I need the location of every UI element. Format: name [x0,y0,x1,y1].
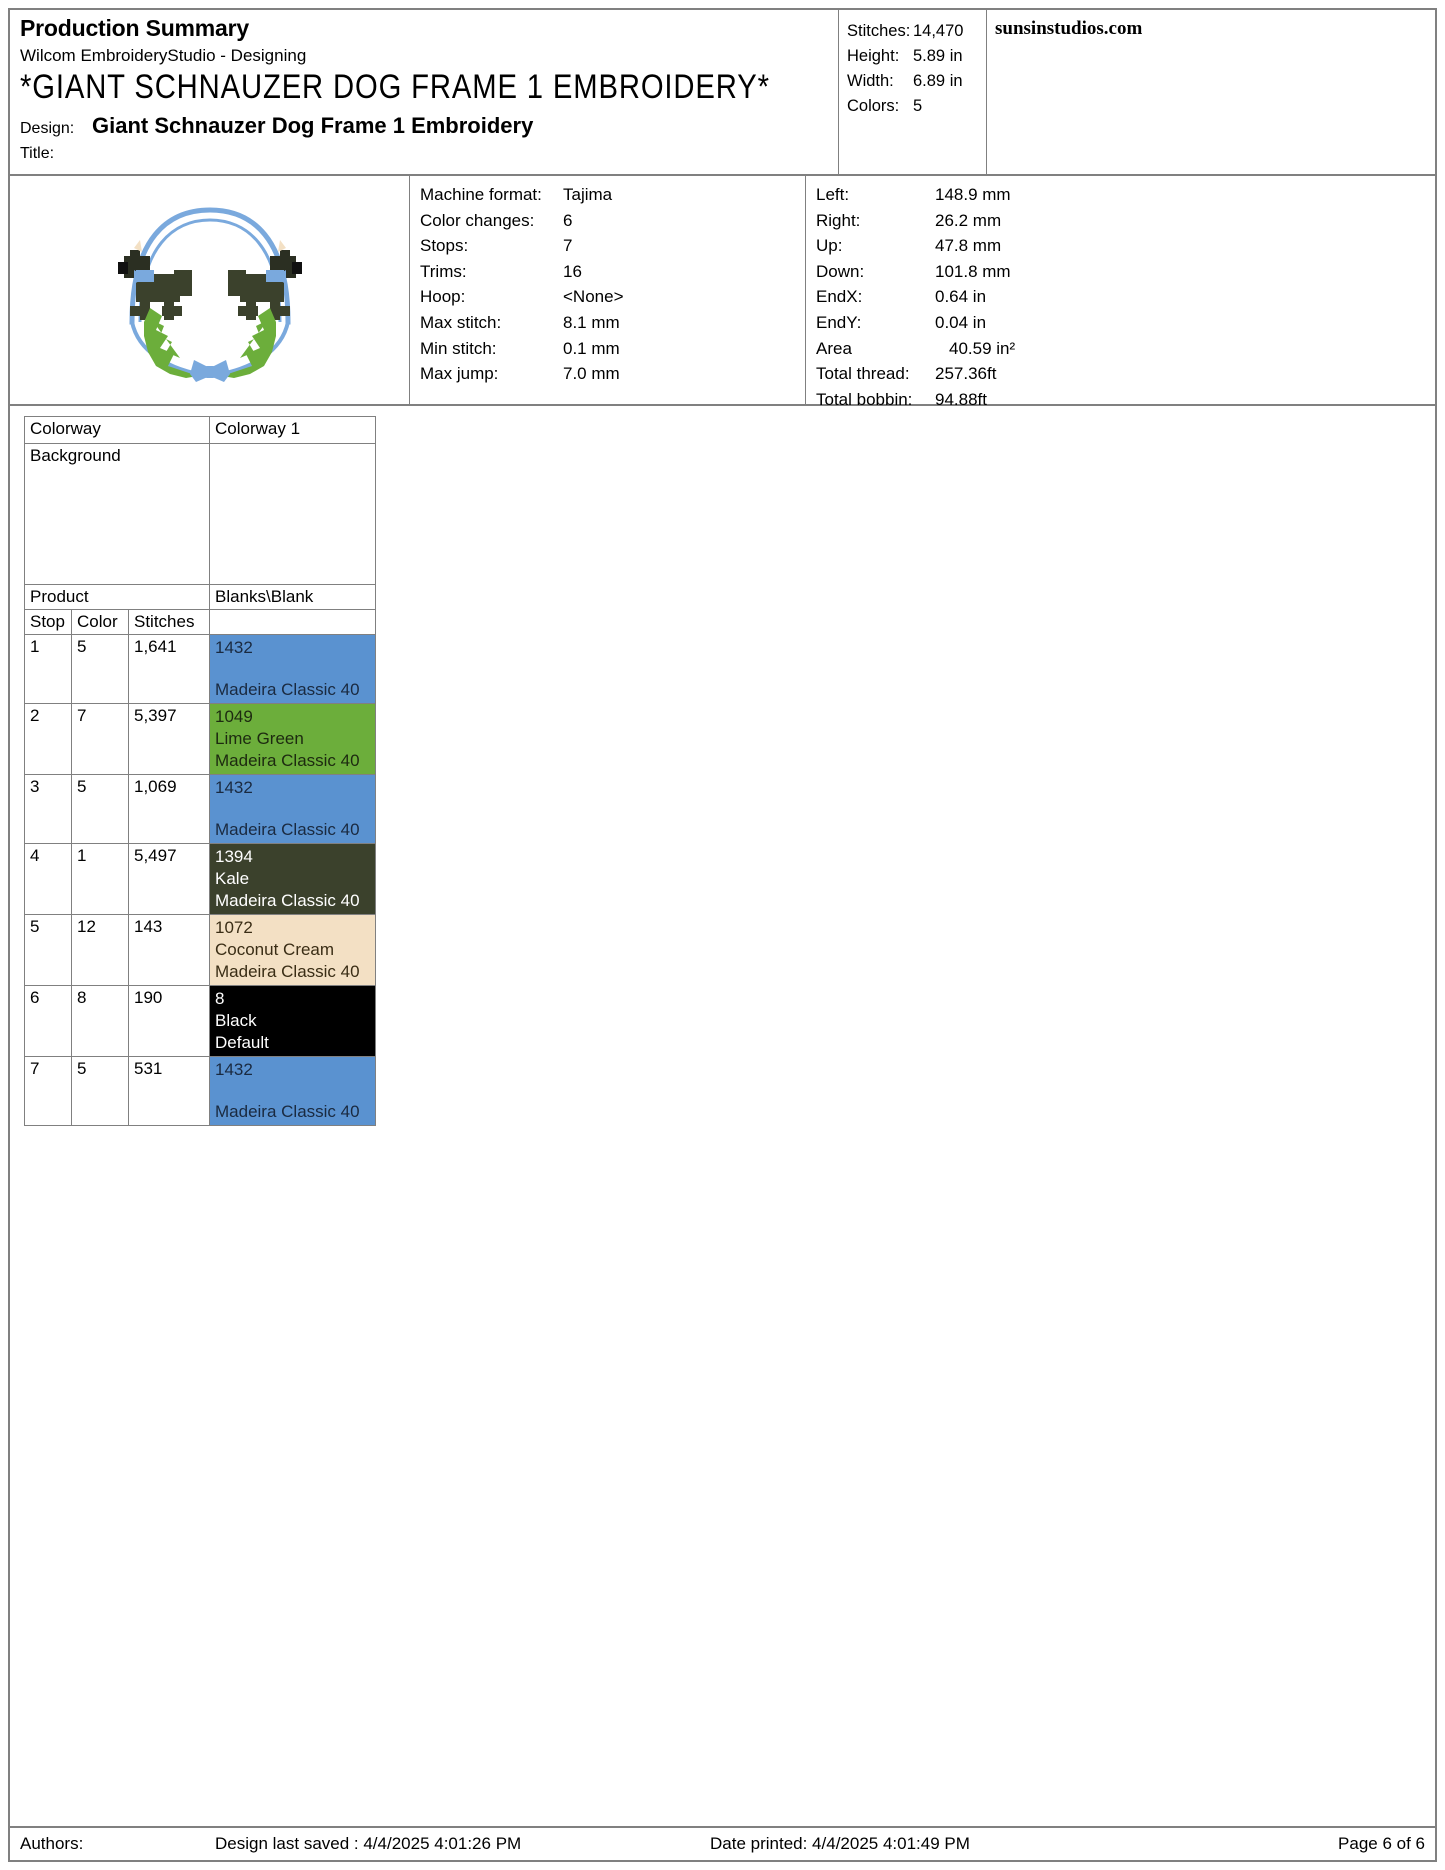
thread-name: Coconut Cream [215,940,335,959]
column-header-stop: Stop [25,610,72,635]
color-changes-label: Color changes: [420,210,535,230]
swatch-spacer [215,1081,370,1101]
page-title: Production Summary [20,15,249,41]
design-preview [10,176,410,404]
left-label: Left: [816,185,850,204]
thread-code: 1049 [215,707,253,726]
total-bobbin-value: 94.88ft [935,389,987,409]
design-row [20,113,838,139]
stat-stitches-value: 14,470 [913,22,964,40]
row-thread-swatch [210,844,376,915]
up-label: Up: [816,236,843,256]
up-row [816,233,1435,259]
thread-brand: Madeira Classic 40 [215,820,360,839]
row-stop: 7 [25,1057,72,1126]
row-color: 5 [72,775,129,844]
stops-value: 7 [563,236,573,256]
row-stop: 3 [25,775,72,844]
colorway-name: Colorway 1 [210,417,376,444]
stat-colors [847,94,986,119]
design-label: Design: [20,120,75,137]
min-stitch-row [420,336,805,362]
hoop-row [420,284,805,310]
stat-colors-value: 5 [913,97,923,115]
design-preview-image [90,190,330,390]
total-thread-row [816,361,1435,387]
stops-row [420,233,805,259]
row-stitches: 1,641 [129,635,210,704]
machine-info-panel [410,176,806,404]
row-color: 5 [72,1057,129,1126]
color-changes-value: 6 [563,210,573,230]
endx-value: 0.64 in [935,287,987,307]
endy-row [816,310,1435,336]
row-stitches: 1,069 [129,775,210,844]
thread-brand: Default [215,1033,269,1052]
header-left [10,10,838,174]
column-header-thread [210,610,376,635]
row-thread-swatch [210,986,376,1057]
colorway-header-table [24,416,376,1126]
website-text: sunsinstudios.com [995,18,1143,39]
machine-format-row [420,182,805,208]
dimension-info-panel [806,176,1435,409]
table-row [25,986,376,1057]
right-label: Right: [816,210,861,230]
down-label: Down: [816,261,865,281]
total-thread-value: 257.36ft [935,364,997,384]
design-big-title: *GIANT SCHNAUZER DOG FRAME 1 EMBROIDERY* [20,68,770,106]
machine-format-label: Machine format: [420,185,542,204]
row-stitches: 143 [129,915,210,986]
row-thread-swatch [210,915,376,986]
endx-label: EndX: [816,287,863,307]
total-bobbin-row [816,387,1435,413]
row-thread-swatch [210,704,376,775]
down-row [816,259,1435,285]
trims-label: Trims: [420,261,467,281]
header-stats [838,10,986,174]
product-value: Blanks\Blank [210,585,376,610]
thread-brand: Madeira Classic 40 [215,680,360,699]
row-color: 12 [72,915,129,986]
row-thread-swatch [210,775,376,844]
table-row [25,635,376,704]
row-color: 7 [72,704,129,775]
thread-brand: Madeira Classic 40 [215,962,360,981]
stat-width [847,69,986,94]
thread-brand: Madeira Classic 40 [215,751,360,770]
thread-code: 1072 [215,918,253,937]
stat-width-value: 6.89 in [913,72,963,90]
left-row [816,182,1435,208]
total-bobbin-label: Total bobbin: [816,389,913,409]
thread-code: 8 [215,989,225,1008]
trims-row [420,259,805,285]
endy-value: 0.04 in [935,312,987,332]
row-stop: 5 [25,915,72,986]
colorway-label: Colorway [25,417,210,444]
stat-height-value: 5.89 in [913,47,963,65]
row-color: 1 [72,844,129,915]
design-info-band [10,176,1435,409]
area-value: 40.59 in² [949,338,1016,358]
machine-format-value: Tajima [563,185,613,204]
footer-page-number: Page 6 of 6 [1338,1834,1425,1853]
thread-name: Lime Green [215,729,304,748]
row-stop: 4 [25,844,72,915]
max-stitch-label: Max stitch: [420,312,502,332]
header-website [986,10,1435,174]
column-header-stitches: Stitches [129,610,210,635]
thread-brand: Madeira Classic 40 [215,891,360,910]
title-label: Title: [20,145,55,162]
table-row [25,775,376,844]
swatch-spacer [215,659,370,679]
max-jump-value: 7.0 mm [563,364,620,384]
software-name: Wilcom EmbroideryStudio - Designing [20,46,307,65]
footer-date-printed: Date printed: 4/4/2025 4:01:49 PM [710,1834,970,1853]
row-thread-swatch [210,635,376,704]
table-row [25,704,376,775]
trims-value: 16 [563,261,582,281]
row-stop: 1 [25,635,72,704]
endy-label: EndY: [816,312,862,332]
up-value: 47.8 mm [935,236,1002,256]
colorway-section [24,416,376,1126]
area-row [816,336,1435,362]
thread-code: 1432 [215,778,253,797]
thread-code: 1432 [215,1060,253,1079]
table-row [25,1057,376,1126]
color-changes-row [420,208,805,234]
stat-height [847,44,986,69]
row-color: 5 [72,635,129,704]
thread-code: 1394 [215,847,253,866]
footer-last-saved: Design last saved : 4/4/2025 4:01:26 PM [215,1834,522,1853]
thread-code: 1432 [215,638,253,657]
colorway-product-row [25,585,376,610]
total-thread-label: Total thread: [816,364,910,384]
stop-table-header-row [25,610,376,635]
row-stitches: 190 [129,986,210,1057]
left-value: 148.9 mm [935,185,1011,204]
swatch-spacer [215,799,370,819]
stops-label: Stops: [420,236,469,256]
hoop-label: Hoop: [420,287,466,307]
report-page [8,8,1437,1862]
row-stitches: 5,497 [129,844,210,915]
row-thread-swatch [210,1057,376,1126]
max-stitch-row [420,310,805,336]
right-value: 26.2 mm [935,210,1002,230]
row-stop: 2 [25,704,72,775]
colorway-name-row [25,417,376,444]
design-value: Giant Schnauzer Dog Frame 1 Embroidery [92,113,534,138]
product-label: Product [25,585,210,610]
thread-name: Kale [215,869,250,888]
stat-height-label: Height: [847,47,900,65]
max-jump-row [420,361,805,387]
right-row [816,208,1435,234]
table-row [25,844,376,915]
stat-stitches [847,19,986,44]
thread-brand: Madeira Classic 40 [215,1102,360,1121]
max-jump-label: Max jump: [420,364,499,384]
row-stitches: 5,397 [129,704,210,775]
row-color: 8 [72,986,129,1057]
stat-width-label: Width: [847,72,894,90]
min-stitch-value: 0.1 mm [563,338,620,358]
report-footer [8,1826,1437,1862]
background-label: Background [25,444,210,585]
row-stop: 6 [25,986,72,1057]
thread-name: Black [215,1011,257,1030]
embroidery-thumbnail-svg [90,190,330,390]
min-stitch-label: Min stitch: [420,338,497,358]
report-header [10,10,1435,176]
title-row [20,145,838,163]
colorway-background-row [25,444,376,585]
max-stitch-value: 8.1 mm [563,312,620,332]
stat-stitches-label: Stitches: [847,22,911,40]
hoop-value: <None> [563,287,624,307]
footer-authors: Authors: [20,1834,84,1853]
stat-colors-label: Colors: [847,97,900,115]
table-row [25,915,376,986]
background-value [210,444,376,585]
column-header-color: Color [72,610,129,635]
endx-row [816,284,1435,310]
row-stitches: 531 [129,1057,210,1126]
area-label: Area [816,338,852,358]
down-value: 101.8 mm [935,261,1011,281]
